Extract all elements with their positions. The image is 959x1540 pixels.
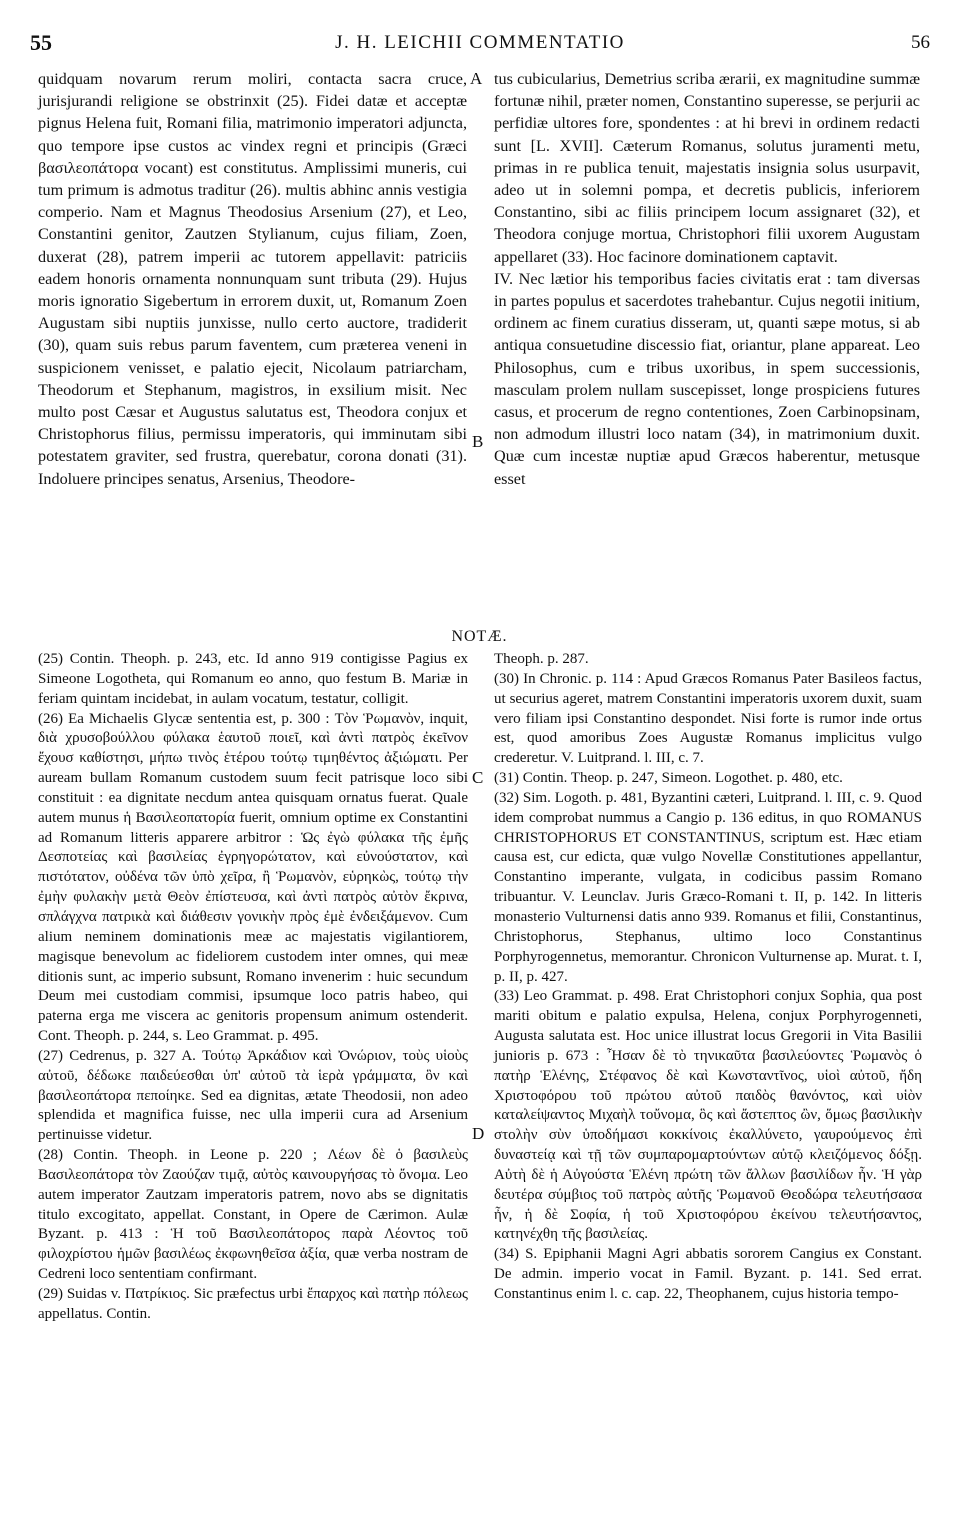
note-26: (26) Ea Michaelis Glycæ sententia est, p. 300 : Τὸν Ῥωμανὸν, inquit, διὰ χρυσοβούλλου φύλακα ἑαυτοῦ ποιεῖ, καὶ ἀντὶ πατρὸς ἐκεῖνον ἔχουσ καθίστησι, μήπω τινὸς ἑτέρου τούτῳ τιμηθέντος ἀξιώματι. Per auream bullam Romanum custodem suum fecit patrisque loco sibi constituit : ea dignitate necdum antea quisquam ornatus fuerat. Quale autem munus ἡ Βασιλεοπατορία fuerit, omnium optime ex Constantini ad Romanum litteris apparere arbitror : Ὡς ἐγὼ φύλακα τῆς ἐμῆς Δεσποτείας καὶ βασιλείας ἐγρηγορώτατον, καὶ εὐνούστατον, καὶ πιστότατον, οὐδένα τῶν ὑπὸ χεῖρα, ἢ Ῥωμανὸν, εὑρηκὼς, τούτῳ τὴν ἐμὴν φυλακὴν μετὰ Θεὸν ἐπίστευσα, καὶ ἀντὶ πατρὸς αὐτὸν ἔκρινα, σπλάγχνα πατρικὰ καὶ διάθεσιν γονικὴν πρὸς ἐμὲ ἐνδειξάμενον. Cum alium neminem dominationis meæ ac majestatis vigilantiorem, magisque benevolum ac fideliorem custodem inter omnes, qui meæ ditionis sunt, ac imperio subsunt, Romano invenerim : huic secundum Deum mei custodiam commisi, ipsumque loco patris habeo, qui paterna erga me viscera ac genitoris propensum animum ostenderit. Cont. Theoph. p. 244, s. Leo Grammat. p. 495.	[38, 710, 468, 1045]
margin-marker-a: A	[470, 69, 483, 88]
margin-marker-d: D	[472, 1124, 485, 1143]
notes-heading: NOTÆ.	[451, 628, 508, 645]
note-31: (31) Contin. Theop. p. 247, Simeon. Logothet. p. 480, etc.	[494, 770, 843, 787]
note-32: (32) Sim. Logoth. p. 481, Byzantini cæteri, Luitprand. l. III, c. 9. Quod idem comprobat nummus a Cangio p. 136 editus, in quo ROMANUS CHRISTOPHORUS ET CONSTANTINUS, scriptum est. Hæc etiam causa est, cur edicta, quæ vulgo Novellæ Constitutiones appellantur, Constantino imperante, vulgata, in codicibus passim Romano tribuantur. V. Leunclav. Juris Græco-Romani t. II, p. 142. In litteris monasterio Vulturnensi datis anno 939. Romanus et filii, Constantinus, Christophorus, Stephanus, ultimo loco Constantinus Porphyrogennetus, memorantur. Chronicon Vulturnense ap. Murat. t. I, p. II, p. 427.	[494, 789, 922, 985]
main-right-paragraph-1: tus cubicularius, Demetrius scriba ærarii, ex magnitudine summæ fortunæ nihil, præter nomen, Constantino superesse, se perjurii ac perfidiæ ultores fore, spondentes : at hi brevi in ordinem redacti sunt [L. XVII]. Cæterum Romanus, solutus juramenti metu, primas in re publica tenuit, majestatis insignia solus usurpavit, adeo ut in solemni pompa, et decretis publicis, inferiorem Constantino, sibi ac filiis principem locum assignaret (32), et Theodora conjuge mortua, Christophori filii uxorem Augustam appellaret (33). Hoc facinore dominationem captavit.	[494, 70, 920, 266]
margin-marker-b: B	[472, 432, 484, 451]
page-number-right: 56	[911, 32, 930, 53]
page-header	[30, 30, 930, 60]
note-29-continued: Theoph. p. 287.	[494, 651, 589, 667]
note-33: (33) Leo Grammat. p. 498. Erat Christophori conjux Sophia, qua post mariti obitum e palatio expulsa, Helena, conjux Porphyrogenneti, Augusta salutata est. Hoc unice illustrat locus Gregorii in Vita Basilii junioris p. 673 : Ἦσαν δὲ τὸ τηνικαῦτα βασιλεύοντες Ῥωμανὸς ὁ πατὴρ Ἑλένης, Στέφανος δὲ καὶ Κωνσταντῖνος, υἱοὶ αὐτοῦ, ἤδη Χριστοφόρου τοῦ πρώτου αὐτοῦ παιδὸς θανόντος, καὶ υἱὸν καταλείψαντος Μιχαὴλ τοὔνομα, ὃς καὶ ἄστεπτος ὢν, ὅμως βασιλικὴν στολὴν σὺν ὑποδήμασι κοκκίνοις ἐκαλλύνετο, γαυρούμενος ἐπὶ δυναστείᾳ καὶ τῇ τῶν συμπαρομαρτούντων αὐτῷ κλειζόμενος δόξῃ. Αὐτὴ δὲ ἡ Αὐγούστα Ἑλένη πρώτη τῶν ἄλλων βασιλίδων ἦν. Ἡ γὰρ δευτέρα σύμβιος τοῦ πατρὸς αὐτῆς Ῥωμανοῦ Θεοδώρα τελευτήσασα ἦν, ἡ δὲ Σοφία, ἡ τοῦ Χριστοφόρου ἐκείνου τελευτήσαντος, κατηνέχθη τῆς βασιλείας.	[494, 988, 922, 1243]
note-34: (34) S. Epiphanii Magni Agri abbatis sororem Cangius ex Constant. De admin. imperio vocat in Famil. Byzant. p. 141. Sed errat. Constantinus enim l. c. cap. 22, Theophanem, cujus historia tempo-	[494, 1246, 922, 1302]
main-right-paragraph-2: IV. Nec lætior his temporibus facies civitatis erat : tam diversas in partes populus et sacerdotes trahebantur. Cujus negotii initium, ordinem ac finem curatius disseram, ut, quanti sæpe motus, si ab antiqua consuetudine discessio fiat, oriantur, plane appareat. Leo Philosophus, cum e tribus uxoribus, in spem successionis, masculam prolem nullam suscepisset, longe prospiciens futures casus, et procerum de regno contentiones, Zoen Carbinopsinam, non admodum illustri loco natam (34), in matrimonium duxit. Quæ cum incestæ nuptiæ apud Græcos haberentur, metusque esset	[494, 269, 920, 488]
main-text-left-column	[38, 68, 467, 490]
main-text-right-column	[494, 68, 920, 490]
page-number-left: 55	[30, 30, 52, 55]
main-left-paragraph: quidquam novarum rerum moliri, contacta sacra cruce, jurisjurandi religione se obstrinxit (25). Fidei datæ et acceptæ pignus Helena fuit, Romani filia, matrimonio imperatori adjuncta, quo tempore ipse custos ac vindex regni et principis (Græci βασιλεοπάτορα vocant) est constitutus. Amplissimi muneris, cui tum primum is admotus traditur (26). multis abhinc annis vestigia comperio. Nam et Magnus Theodosius Arsenium (27), et Leo, Constantini genitor, Zautzen Stylianum, cujus filiam, Zoen, duxerat (28), patrem imperii ac tutorem appellavit: patriciis eadem honoris ornamenta nonnunquam sunt tributa (29). Hujus moris ignoratio Sigebertum in errorem duxit, ut, Romanum Zoen Augustam sibi nuptiis junxisse, nullo certo auctore, tradiderit (30), quam suis rebus parum faventem, cum præterea veneni in suspicionem venisset, e palatio ejecit, Nicolaum patriarcham, Theodorum et Stephanum, magistros, in exsilium misit. Nec multo post Cæsar et Augustus salutatus est, Theodora conjux et Christophorus filius, permissu imperatoris, qui imminutam sibi potestatem graviter, sed frustra, querebatur, corona donati (31). Indoluere principes senatus, Arsenius, Theodore-	[38, 70, 467, 488]
margin-marker-c: C	[472, 768, 484, 787]
running-title: J. H. LEICHII COMMENTATIO	[335, 32, 625, 53]
note-30: (30) In Chronic. p. 114 : Apud Græcos Romanus Pater Basileos factus, ut securius ageret, matrem Constantini imperatoris uxorem duxit, suam vero filiam ipsi Constantino despondet. Nisi forte is rumor inde ortus est, quod amoribus Zoes Augustæ Romanus implicitus vulgo crederetur. V. Luitprand. l. III, c. 7.	[494, 670, 922, 767]
notes-left-column	[38, 650, 468, 1325]
note-25: (25) Contin. Theoph. p. 243, etc. Id anno 919 contigisse Pagius ex Simeone Logotheta, qui Romanum eo anno, quo festum B. Mariæ in feriam quintam incidebat, in aulam vocatum, testatur, colligit.	[38, 651, 468, 707]
note-28: (28) Contin. Theoph. in Leone p. 220 ; Λέων δὲ ὁ βασιλεὺς Βασιλεοπάτορα τὸν Ζαούζαν τιμᾷ, αὐτὸς καινουργήσας τὸ ὄνομα. Leo autem imperator Zautzam imperatoris patrem, novo abs se dignitatis titulo excogitato, appellat. Constant, in Opere de Cærimon. Aulæ Byzant. p. 413 : Ἡ τοῦ Βασιλεοπάτορος παρὰ Λέοντος τοῦ φιλοχρίστου ἡμῶν βασιλέως ἐκφωνηθεῖσα ἀξία, quæ verba nostram de Cedreni loco sententiam confirmant.	[38, 1147, 468, 1283]
note-29: (29) Suidas v. Πατρίκιος. Sic præfectus urbi ἔπαρχος καὶ πατὴρ πόλεως appellatus. Contin.	[38, 1286, 468, 1322]
notes-right-column	[494, 650, 922, 1305]
note-27: (27) Cedrenus, p. 327 A. Τούτῳ Ἀρκάδιον καὶ Ὀνώριον, τοὺς υἱοὺς αὐτοῦ, δέδωκε παιδεύεσθαι ὑπ' αὐτοῦ τὰ ἱερὰ γράμματα, ὃν καὶ βασιλεοπάτορα πεποίηκε. Sed ea dignitas, ætate Theodosii, non adeo splendida et magnifica fuisse, nec ulla imperii cura ad Arsenium pertinuisse videtur.	[38, 1047, 468, 1144]
